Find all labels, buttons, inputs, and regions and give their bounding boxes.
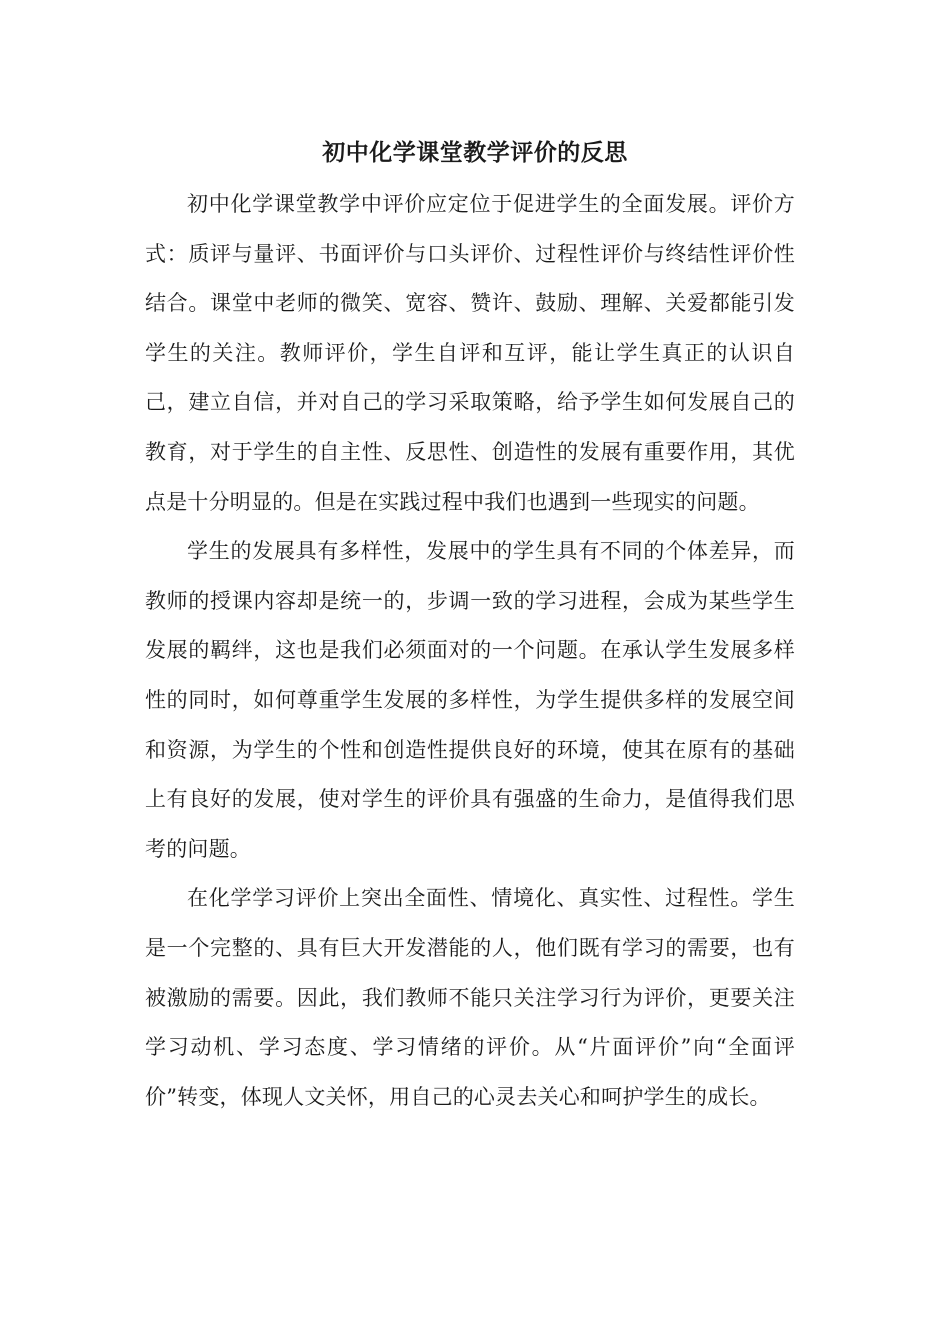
paragraph-3: 在化学学习评价上突出全面性、情境化、真实性、过程性。学生是一个完整的、具有巨大开发潜能的人，他们既有学习的需要，也有被激励的需要。因此，我们教师不能只关注学习行为评价，更要关注学习动机、学习态度、学习情绪的评价。从“片面评价”向“全面评价”转变，体现人文关怀，用自己的心灵去关心和呵护学生的成长。 <box>145 886 795 1109</box>
document-body <box>145 180 795 1122</box>
paragraph-1: 初中化学课堂教学中评价应定位于促进学生的全面发展。评价方式：质评与量评、书面评价与口头评价、过程性评价与终结性评价性结合。课堂中老师的微笑、宽容、赞许、鼓励、理解、关爱都能引发学生的关注。教师评价，学生自评和互评，能让学生真正的认识自己，建立自信，并对自己的学习采取策略，给予学生如何发展自己的教育，对于学生的自主性、反思性、创造性的发展有重要作用，其优点是十分明显的。但是在实践过程中我们也遇到一些现实的问题。 <box>145 192 795 514</box>
document-title: 初中化学课堂教学评价的反思 <box>322 139 628 166</box>
paragraph-2: 学生的发展具有多样性，发展中的学生具有不同的个体差异，而教师的授课内容却是统一的，步调一致的学习进程，会成为某些学生发展的羁绊，这也是我们必须面对的一个问题。在承认学生发展多样性的同时，如何尊重学生发展的多样性，为学生提供多样的发展空间和资源，为学生的个性和创造性提供良好的环境，使其在原有的基础上有良好的发展，使对学生的评价具有强盛的生命力，是值得我们思考的问题。 <box>145 539 795 861</box>
